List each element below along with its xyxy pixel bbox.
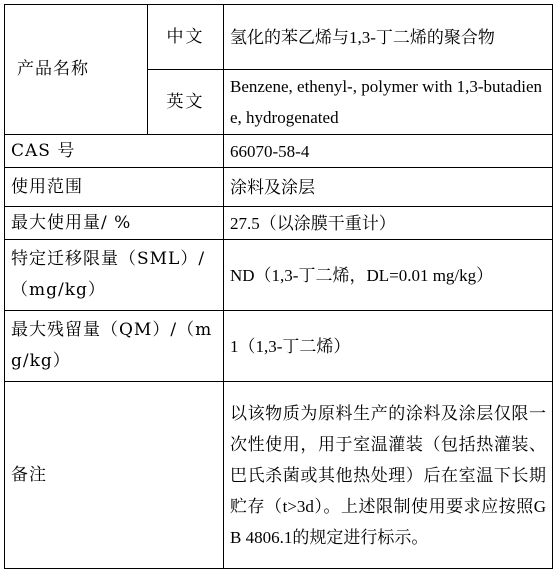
table-row xyxy=(5,207,553,240)
sml-value: ND（1,3-丁二烯，DL=0.01 mg/kg） xyxy=(224,240,553,311)
sml-label: 特定迁移限量（SML）/（mg/kg） xyxy=(5,240,224,311)
english-name-label: 英文 xyxy=(148,70,224,135)
scope-value: 涂料及涂层 xyxy=(224,168,553,207)
english-name-value: Benzene, ethenyl-, polymer with 1,3-butadiene, hydrogenated xyxy=(224,70,553,135)
cas-label: CAS 号 xyxy=(5,135,224,168)
qm-value: 1（1,3-丁二烯） xyxy=(224,311,553,382)
max-use-label: 最大使用量/ % xyxy=(5,207,224,240)
table-row xyxy=(5,168,553,207)
chinese-name-label: 中文 xyxy=(148,5,224,70)
product-name-label: 产品名称 xyxy=(5,5,148,135)
table-row xyxy=(5,240,553,311)
max-use-value: 27.5（以涂膜干重计） xyxy=(224,207,553,240)
note-label: 备注 xyxy=(5,382,224,569)
table-row xyxy=(5,5,553,70)
table-row xyxy=(5,311,553,382)
cas-value: 66070-58-4 xyxy=(224,135,553,168)
chinese-name-value: 氢化的苯乙烯与1,3-丁二烯的聚合物 xyxy=(224,5,553,70)
table-row xyxy=(5,135,553,168)
additive-spec-table xyxy=(4,4,553,569)
table-row xyxy=(5,382,553,569)
note-value: 以该物质为原料生产的涂料及涂层仅限一次性使用，用于室温灌装（包括热灌装、巴氏杀菌或其他热处理）后在室温下长期贮存（t>3d）。上述限制使用要求应按照GB 4806.1的规定进行标示。 xyxy=(224,382,553,569)
qm-label: 最大残留量（QM）/（mg/kg） xyxy=(5,311,224,382)
scope-label: 使用范围 xyxy=(5,168,224,207)
